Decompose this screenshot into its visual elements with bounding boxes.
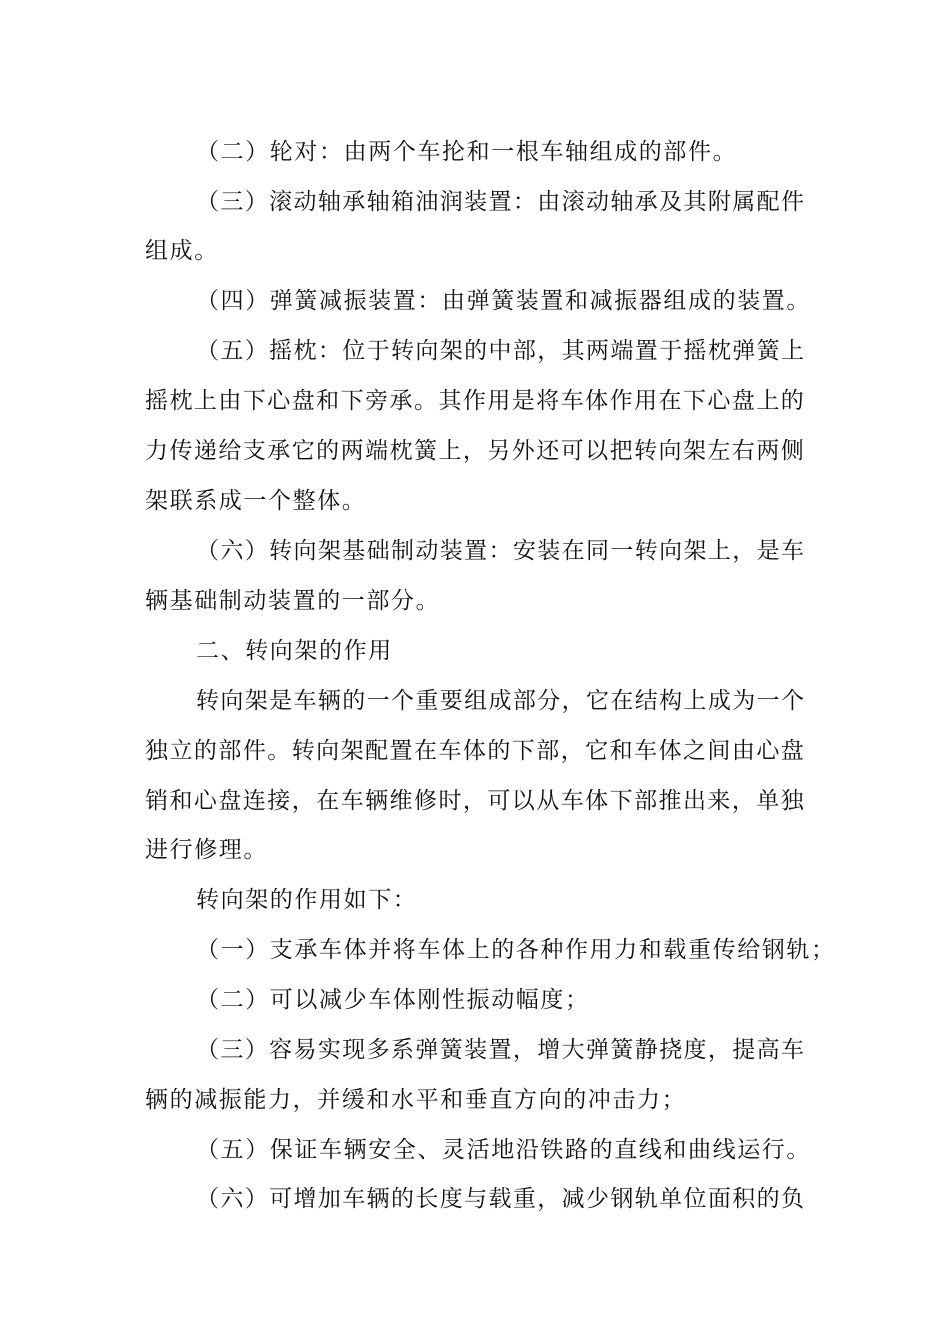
text-line: 架联系成一个整体。 xyxy=(145,488,367,514)
text-line: 进行修理。 xyxy=(145,837,268,863)
text-line: 独 立 的 部 件 。 转 向 架 配 置 在 车 体 的 下 部 ， 它 和 车 体 之 间 由 心 盘 xyxy=(145,738,804,764)
text-line: 销 和 心 盘 连 接 ， 在 车 辆 维 修 时 ， 可 以 从 车 体 下 部 推 出 来 ， 单 独 xyxy=(145,788,804,814)
text-line: （五）保证车辆安全、灵活地沿铁路的直线和曲线运行。 xyxy=(196,1137,811,1163)
text-line: 力 传 递 给 支 承 它 的 两 端 枕 簧 上 ， 另 外 还 可 以 把 转 向 架 左 右 两 侧 xyxy=(145,438,804,464)
text-line: （四）弹簧减振装置：由弹簧装置和减振器组成的装置。 xyxy=(196,288,811,314)
section-heading: 二、转向架的作用 xyxy=(196,638,393,664)
text-line: 组成。 xyxy=(145,238,219,264)
text-line: 转向架的作用如下： xyxy=(196,887,418,913)
text-line: （一）支承车体并将车体上的各种作用力和载重传给钢轨； xyxy=(196,937,836,963)
text-line: （ 三 ） 容 易 实 现 多 系 弹 簧 装 置 ， 增 大 弹 簧 静 挠 度 ， 提 高 车 xyxy=(196,1037,804,1063)
text-line: （ 三 ） 滚 动 轴 承 轴 箱 油 润 装 置 ： 由 滚 动 轴 承 及 其 附 属 配 件 xyxy=(196,189,804,215)
text-line: （ 五 ） 摇 枕 ： 位 于 转 向 架 的 中 部 ， 其 两 端 置 于 摇 枕 弹 簧 上 xyxy=(196,338,804,364)
text-line: 辆基础制动装置的一部分。 xyxy=(145,588,441,614)
text-line: （二）轮对：由两个车抡和一根车轴组成的部件。 xyxy=(196,139,738,165)
text-line: （ 六 ） 可 增 加 车 辆 的 长 度 与 载 重 ， 减 少 钢 轨 单 位 面 积 的 负 xyxy=(196,1186,804,1212)
text-line: 转 向 架 是 车 辆 的 一 个 重 要 组 成 部 分 ， 它 在 结 构 上 成 为 一 个 xyxy=(196,688,804,714)
text-line: （ 六 ） 转 向 架 基 础 制 动 装 置 ： 安 装 在 同 一 转 向 架 上 ， 是 车 xyxy=(196,538,804,564)
text-line: （二）可以减少车体刚性振动幅度； xyxy=(196,987,590,1013)
text-line: 摇 枕 上 由 下 心 盘 和 下 旁 承 。 其 作 用 是 将 车 体 作 用 在 下 心 盘 上 的 xyxy=(145,388,804,414)
text-line: 辆的减振能力，并缓和水平和垂直方向的冲击力； xyxy=(145,1087,687,1113)
